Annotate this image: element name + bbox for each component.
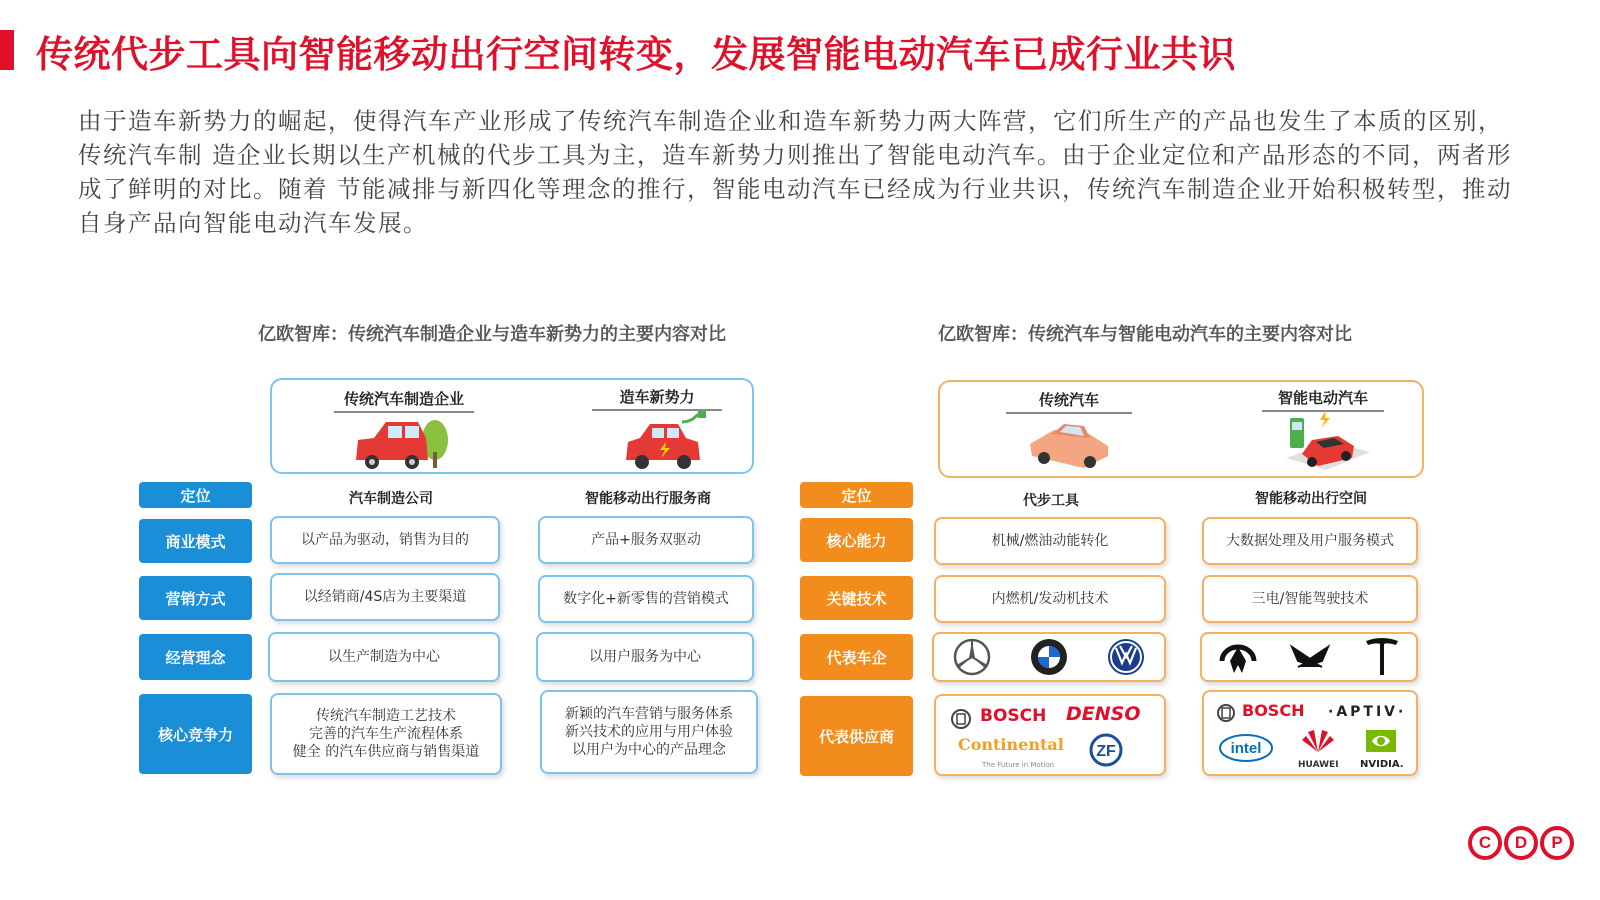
continental-tagline: The Future in Motion	[982, 761, 1055, 769]
left-col1-header: 传统汽车制造企业	[343, 390, 464, 408]
title-accent-bar	[0, 30, 14, 70]
xpeng-logo-icon	[1288, 637, 1334, 677]
bmw-logo-icon	[1029, 637, 1069, 677]
page-title: 传统代步工具向智能移动出行空间转变，发展智能电动汽车已成行业共识	[36, 33, 1236, 76]
core-line: 以用户为中心的产品理念	[572, 742, 726, 758]
right-label-positioning: 定位	[800, 482, 913, 508]
traditional-car-icon	[1024, 414, 1114, 474]
right-col1-header: 传统汽车	[1038, 391, 1099, 409]
core-line: 健全 的汽车供应商与销售渠道	[292, 744, 480, 760]
mercedes-logo-icon	[952, 637, 992, 677]
left-col2-philosophy: 以用户服务为中心	[536, 632, 754, 682]
bosch-wordmark: BOSCH	[1242, 701, 1305, 720]
right-panel-title: 亿欧智库：传统汽车与智能电动汽车的主要内容对比	[938, 324, 1352, 345]
right-col1-key-tech: 内燃机/发动机技术	[934, 575, 1166, 623]
right-col2-positioning: 智能移动出行空间	[1255, 491, 1367, 507]
left-col2-business-model: 产品+服务双驱动	[538, 516, 754, 564]
right-col2-header: 智能电动汽车	[1277, 389, 1368, 407]
left-panel-title: 亿欧智库：传统汽车制造企业与造车新势力的主要内容对比	[258, 324, 726, 345]
right-col2-suppliers	[1202, 690, 1418, 776]
electric-car-charging-icon	[1282, 408, 1374, 474]
left-col2-positioning: 智能移动出行服务商	[585, 491, 711, 507]
tesla-logo-icon	[1362, 635, 1402, 679]
bosch-logo-icon	[950, 708, 972, 730]
cdp-letter: D	[1504, 826, 1538, 860]
right-label-core-capability: 核心能力	[800, 518, 913, 562]
left-col1-philosophy: 以生产制造为中心	[268, 632, 500, 682]
left-label-business-model: 商业模式	[139, 519, 252, 563]
right-col1-automakers	[932, 632, 1166, 682]
left-col2-marketing: 数字化+新零售的营销模式	[538, 575, 754, 623]
left-col1-positioning: 汽车制造公司	[349, 491, 433, 507]
nvidia-wordmark: NVIDIA.	[1360, 759, 1404, 770]
cdp-brand-logo	[1468, 826, 1574, 860]
intel-logo-text: intel	[1230, 740, 1262, 757]
cdp-letter: P	[1540, 826, 1574, 860]
right-col2-key-tech: 三电/智能驾驶技术	[1202, 575, 1418, 623]
core-line: 新兴技术的应用与用户体验	[565, 724, 733, 740]
right-col1-suppliers	[934, 694, 1166, 776]
huawei-wordmark: HUAWEI	[1298, 760, 1339, 770]
left-col2-header: 造车新势力	[619, 388, 695, 406]
left-label-positioning: 定位	[139, 482, 252, 508]
electric-car-icon	[620, 410, 710, 472]
left-col1-business-model: 以产品为驱动，销售为目的	[270, 516, 500, 564]
denso-wordmark: DENSO	[1066, 703, 1141, 725]
nio-logo-icon	[1216, 637, 1260, 677]
volkswagen-logo-icon	[1106, 637, 1146, 677]
bosch-wordmark: BOSCH	[980, 706, 1047, 726]
continental-wordmark: Continental	[958, 735, 1064, 754]
right-col2-core-capability: 大数据处理及用户服务模式	[1202, 517, 1418, 565]
aptiv-wordmark: ·APTIV·	[1328, 704, 1407, 720]
right-label-suppliers: 代表供应商	[800, 696, 913, 776]
left-col1-marketing: 以经销商/4S店为主要渠道	[270, 573, 500, 621]
traditional-car-icon	[352, 412, 452, 472]
zf-logo-text: ZF	[1096, 743, 1116, 760]
left-col2-core-competence	[540, 690, 758, 774]
core-line: 传统汽车制造工艺技术	[315, 708, 456, 724]
right-label-automakers: 代表车企	[800, 634, 913, 680]
intel-logo-icon	[1218, 732, 1274, 764]
right-col1-positioning: 代步工具	[1023, 493, 1079, 509]
left-label-marketing: 营销方式	[139, 576, 252, 620]
huawei-logo-icon	[1300, 728, 1336, 754]
left-label-philosophy: 经营理念	[139, 634, 252, 680]
zf-logo-icon	[1088, 732, 1124, 768]
core-line: 新颖的汽车营销与服务体系	[565, 706, 733, 722]
right-label-key-tech: 关键技术	[800, 576, 913, 620]
right-col2-automakers	[1200, 632, 1418, 682]
left-label-core-competence: 核心竞争力	[139, 694, 252, 774]
nvidia-logo-icon	[1366, 730, 1396, 752]
cdp-letter: C	[1468, 826, 1502, 860]
core-line: 完善的汽车生产流程体系	[308, 726, 463, 742]
bosch-logo-icon	[1216, 703, 1236, 723]
right-col1-core-capability: 机械/燃油动能转化	[934, 517, 1166, 565]
left-col1-core-competence	[270, 693, 502, 775]
intro-paragraph: 由于造车新势力的崛起，使得汽车产业形成了传统汽车制造企业和造车新势力两大阵营，它们所生产的产品也发生了本质的区别，传统汽车制 造企业长期以生产机械的代步工具为主，造车新势力则推出了智能电动汽车。由于企业定位和产品形态的不同，两者形成了鲜明的对比。随着 节能减排与新四化等理念的推行，智能电动汽车已经成为行业共识，传统汽车制造企业开始积极转型，推动自身产品向智能电动汽车发展。	[78, 107, 1512, 237]
